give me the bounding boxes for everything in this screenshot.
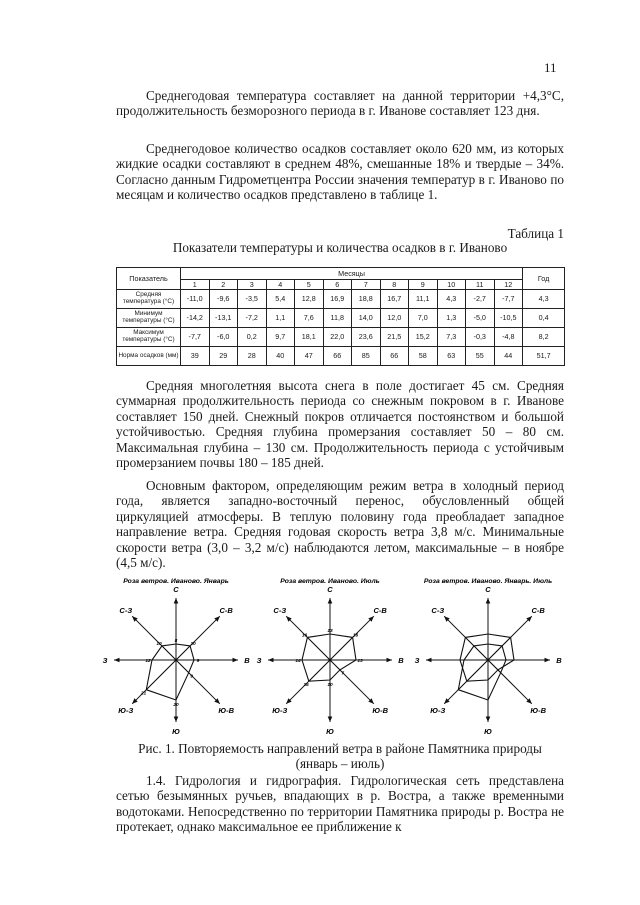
table-cell: 40: [266, 347, 295, 366]
table-cell: 22,0: [323, 328, 352, 347]
figure-caption-line2: (январь – июль): [295, 756, 385, 772]
rose-value-label: 13: [327, 629, 333, 634]
year-cell: 8,2: [523, 328, 565, 347]
direction-label: С-З: [119, 605, 133, 615]
rose-value-label: 9: [190, 674, 193, 680]
table-cell: 9,7: [266, 328, 295, 347]
month-header: 6: [323, 280, 352, 290]
table-cell: -10,5: [494, 309, 523, 328]
header-year: Год: [523, 268, 565, 290]
table-cell: 18,1: [295, 328, 324, 347]
rose-spoke: [162, 646, 176, 660]
rose-spoke: [488, 660, 498, 670]
year-cell: 4,3: [523, 290, 565, 309]
month-header: 8: [380, 280, 409, 290]
table-cell: -3,5: [238, 290, 267, 309]
table-cell: -6,0: [209, 328, 238, 347]
table-cell: 44: [494, 347, 523, 366]
table-cell: -11,0: [181, 290, 210, 309]
table-cell: -7,7: [494, 290, 523, 309]
figure-caption: [116, 741, 564, 772]
rose-value-label: 16: [301, 633, 308, 639]
paragraph-snow: Средняя многолетняя высота снега в поле достигает 45 см. Средняя суммарная продолжительность периода со снежным покровом в г. Иванове составляет 150 дней. Снежный покров отличается постоянством и большой устойчивостью. Средняя глубина промерзания составляет 50 – 80 см. Максимальная глубина – 130 см. Продолжительность периода с устойчивым промерзанием почвы 180 – 185 дней.: [116, 378, 564, 471]
table-cell: 63: [437, 347, 466, 366]
rose-value-label: 9: [196, 659, 200, 664]
rose-value-label: 7: [341, 671, 345, 677]
table-cell: 58: [409, 347, 438, 366]
table-cell: 4,3: [437, 290, 466, 309]
month-header: 11: [466, 280, 495, 290]
direction-label: С: [327, 585, 333, 594]
year-cell: 51,7: [523, 347, 565, 366]
wind-rose-title: Роза ветров. Иваново. Январь: [123, 578, 229, 585]
table-cell: 47: [295, 347, 324, 366]
arrowhead-w: [268, 658, 274, 663]
table-cell: -14,2: [181, 309, 210, 328]
direction-label: В: [398, 656, 404, 665]
table-cell: 11,1: [409, 290, 438, 309]
table-cell: 0,2: [238, 328, 267, 347]
table-cell: 16,7: [380, 290, 409, 309]
table-cell: 11,8: [323, 309, 352, 328]
wind-rose-title: Роза ветров. Иваново. Январь. Июль: [423, 578, 553, 585]
rose-value-label: 15: [303, 683, 309, 688]
arrowhead-n: [486, 598, 491, 604]
arrowhead-s: [486, 717, 491, 723]
table-cell: 66: [323, 347, 352, 366]
table-cell: 55: [466, 347, 495, 366]
table-cell: 23,6: [352, 328, 381, 347]
arrowhead-n: [328, 598, 333, 604]
direction-label: С-В: [219, 605, 233, 615]
table-cell: -13,1: [209, 309, 238, 328]
table-cell: -0,3: [466, 328, 495, 347]
table-cell: -7,2: [238, 309, 267, 328]
header-indicator: Показатель: [117, 268, 181, 290]
rose-spoke: [330, 637, 353, 660]
rose-spoke: [309, 660, 330, 681]
month-header: 10: [437, 280, 466, 290]
table-title: Показатели температуры и количества осадков в г. Иваново: [172, 240, 508, 255]
direction-label: С: [485, 585, 491, 594]
table-label: Таблица 1: [507, 226, 564, 241]
rose-value-label: 10: [190, 642, 196, 647]
table-cell: 12,8: [295, 290, 324, 309]
page-number: 11: [544, 60, 557, 75]
direction-label: Ю-З: [272, 706, 288, 716]
arrowhead-e: [233, 658, 239, 663]
direction-label: Ю-З: [430, 706, 446, 716]
table-cell: 7,0: [409, 309, 438, 328]
month-header: 1: [181, 280, 210, 290]
rose-spoke: [330, 660, 340, 670]
table-cell: 28: [238, 347, 267, 366]
arrowhead-s: [174, 717, 179, 723]
arrowhead-w: [114, 658, 120, 663]
table-cell: 7,6: [295, 309, 324, 328]
row-label: Минимум температуры (°С): [117, 309, 181, 328]
table-cell: 39: [181, 347, 210, 366]
arrowhead-e: [545, 658, 551, 663]
wind-rose-polygon: [146, 644, 194, 700]
table-cell: -4,8: [494, 328, 523, 347]
table-cell: 1,1: [266, 309, 295, 328]
table-cell: 1,3: [437, 309, 466, 328]
direction-label: С-В: [531, 605, 545, 615]
direction-label: Ю-В: [372, 706, 389, 716]
month-header: 5: [295, 280, 324, 290]
wind-rose-polygon-january: [458, 644, 506, 700]
table-cell: 12,0: [380, 309, 409, 328]
direction-label: Ю: [172, 727, 180, 736]
rose-value-label: 14: [295, 659, 301, 664]
paragraph-temperature: Среднегодовая температура составляет на данной территории +4,3°С, продолжительность безморозного периода в г. Иванове составляет 123 дня.: [116, 88, 564, 119]
rose-value-label: 16: [352, 633, 359, 639]
table-cell: 85: [352, 347, 381, 366]
table-cell: -7,7: [181, 328, 210, 347]
direction-label: Ю: [484, 727, 492, 736]
table-cell: 29: [209, 347, 238, 366]
direction-label: С: [173, 585, 179, 594]
month-header: 7: [352, 280, 381, 290]
table-cell: -5,0: [466, 309, 495, 328]
row-label: Максимум температуры (°С): [117, 328, 181, 347]
direction-label: Ю-В: [530, 706, 547, 716]
paragraph-precipitation: Среднегодовое количество осадков составляет около 620 мм, из которых жидкие осадки составляют в среднем 48%, смешанные 18% и твердые – 34%. Согласно данным Гидрометцентра России значения температур в г. Иваново по месяцам и количество осадков представлено в таблице 1.: [116, 141, 564, 203]
direction-label: С-В: [373, 605, 387, 615]
rose-value-label: 13: [357, 659, 363, 664]
rose-spoke: [467, 660, 488, 681]
month-header: 12: [494, 280, 523, 290]
direction-label: Ю-З: [118, 706, 134, 716]
rose-value-label: 8: [174, 639, 178, 644]
table-cell: 14,0: [352, 309, 381, 328]
table-cell: 16,9: [323, 290, 352, 309]
direction-label: Ю-В: [218, 706, 235, 716]
rose-value-label: 21: [140, 691, 147, 697]
rose-value-label: 12: [145, 659, 151, 664]
rose-value-label: 10: [327, 683, 333, 688]
header-months: Месяцы: [181, 268, 523, 280]
rose-value-label: 10: [156, 642, 162, 647]
table-cell: 15,2: [409, 328, 438, 347]
direction-label: В: [244, 656, 250, 665]
table-cell: 21,5: [380, 328, 409, 347]
arrowhead-s: [328, 717, 333, 723]
table-cell: 7,3: [437, 328, 466, 347]
direction-label: С-З: [431, 605, 445, 615]
table-cell: -2,7: [466, 290, 495, 309]
paragraph-wind: Основным фактором, определяющим режим ветра в холодный период года, является западно-восточный перенос, обусловленный общей циркуляцией атмосферы. В теплую половину года преобладает западное направление ветра. Средняя годовая скорость ветра 3,8 м/с. Минимальные скорости ветра (3,0 – 3,2 м/с) наблюдаются летом, максимальные – в ноябре (4,5 м/с).: [116, 478, 564, 571]
row-label: Средняя температура (°С): [117, 290, 181, 309]
direction-label: В: [556, 656, 562, 665]
rose-spoke: [307, 637, 330, 660]
arrowhead-e: [387, 658, 393, 663]
rose-spoke: [465, 637, 488, 660]
table-cell: 66: [380, 347, 409, 366]
wind-rose-polygon: [302, 634, 356, 681]
month-header: 2: [209, 280, 238, 290]
direction-label: С-З: [273, 605, 287, 615]
direction-label: З: [414, 656, 420, 665]
month-header: 3: [238, 280, 267, 290]
rose-value-label: 20: [173, 703, 179, 708]
arrowhead-w: [426, 658, 432, 663]
direction-label: Ю: [326, 727, 334, 736]
rose-spoke: [176, 660, 189, 673]
direction-label: З: [256, 656, 262, 665]
rose-spoke: [488, 637, 511, 660]
table-cell: 5,4: [266, 290, 295, 309]
table-cell: 18,8: [352, 290, 381, 309]
table-cell: -9,6: [209, 290, 238, 309]
wind-rose-title: Роза ветров. Иваново. Июль: [280, 578, 380, 585]
figure-caption-line1: Рис. 1. Повторяемость направлений ветра в районе Памятника природы: [138, 741, 542, 756]
row-label: Норма осадков (мм): [117, 347, 181, 366]
year-cell: 0,4: [523, 309, 565, 328]
month-header: 9: [409, 280, 438, 290]
rose-spoke: [176, 646, 190, 660]
paragraph-hydrology: 1.4. Гидрология и гидрография. Гидрологическая сеть представлена сетью безымянных ручьев, впадающих в р. Востра, а также временными водотоками. Непосредственно по территории Памятника природы р. Востра не протекает, однако максимальное ее приближение к: [116, 773, 564, 835]
month-header: 4: [266, 280, 295, 290]
arrowhead-n: [174, 598, 179, 604]
direction-label: З: [102, 656, 108, 665]
